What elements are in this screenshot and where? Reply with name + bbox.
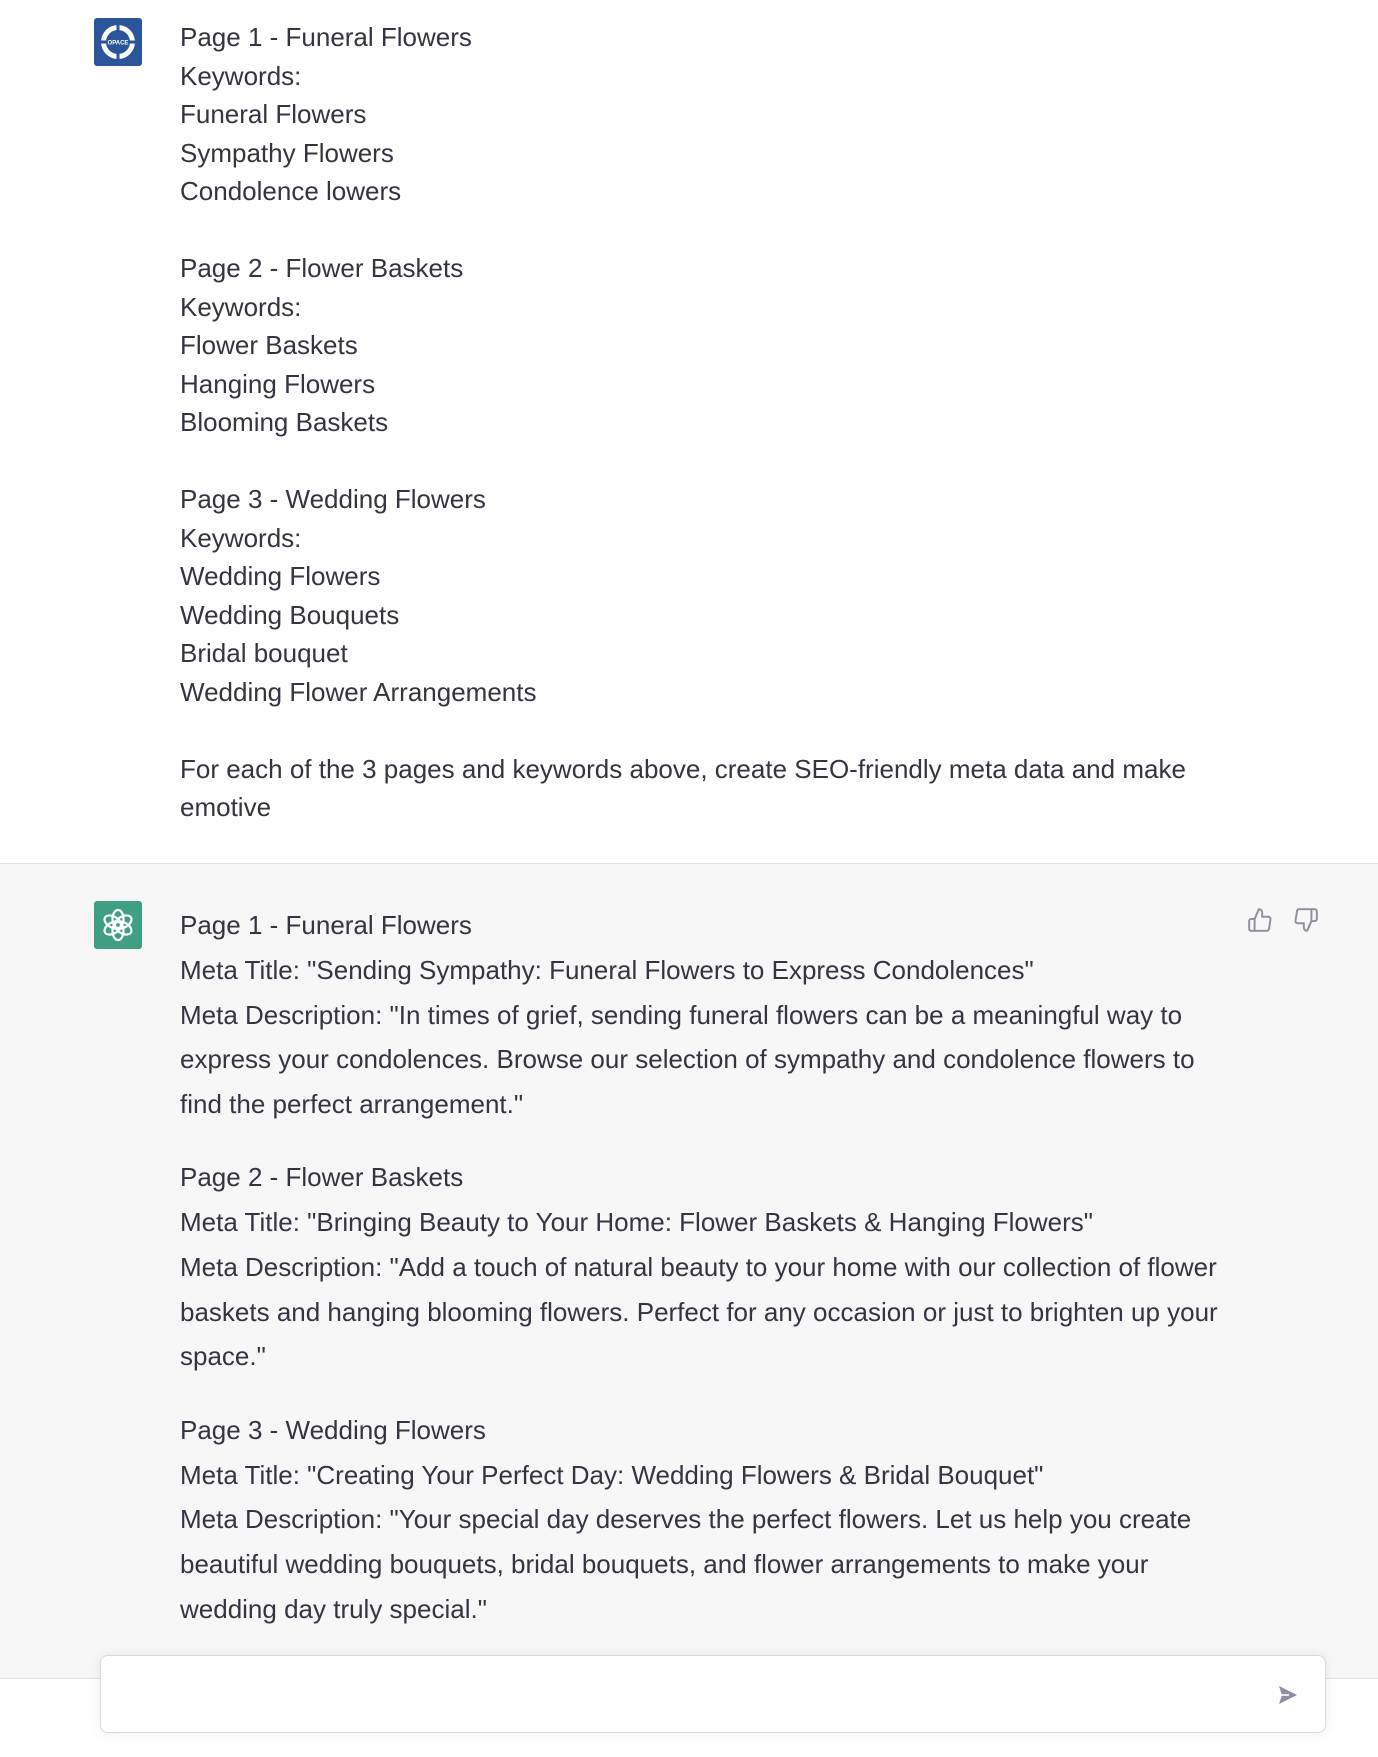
section-heading: Page 3 - Wedding Flowers <box>180 1414 486 1445</box>
send-icon <box>1276 1683 1300 1707</box>
message-line: Keywords: <box>180 522 302 553</box>
assistant-avatar <box>94 901 142 949</box>
message-line: Page 2 - Flower Baskets <box>180 253 464 283</box>
thumbs-up-icon[interactable] <box>1246 906 1274 934</box>
message-line: Page 3 - Wedding Flowers <box>180 484 486 514</box>
message-line: For each of the 3 pages and keywords above, create SEO-friendly meta data and make emotive <box>180 753 1194 822</box>
thumbs-down-icon[interactable] <box>1292 906 1320 934</box>
message-line: Sympathy Flowers <box>180 137 394 168</box>
meta-description: Meta Description: "In times of grief, sending funeral flowers can be a meaningful way to express your condolences. Browse our selection of sympathy and condolence flowers to find the perfect arrangement." <box>180 999 1195 1119</box>
user-avatar <box>94 18 142 66</box>
blank-line <box>180 711 1230 750</box>
message-line: Bridal bouquet <box>180 638 348 668</box>
section-heading: Page 1 - Funeral Flowers <box>180 910 472 940</box>
message-line: Hanging Flowers <box>180 368 376 399</box>
message-line: Flower Baskets <box>180 330 358 360</box>
message-line: Blooming Baskets <box>180 407 389 437</box>
response-section <box>180 906 1230 1126</box>
message-line: Page 1 - Funeral Flowers <box>180 22 472 52</box>
message-input[interactable] <box>121 1678 1255 1718</box>
assistant-message-text <box>180 906 1230 1631</box>
blank-line <box>180 211 1230 250</box>
response-section <box>180 1411 1230 1631</box>
section-heading: Page 2 - Flower Baskets <box>180 1162 464 1193</box>
blank-line <box>180 442 1230 481</box>
openai-logo-icon <box>101 908 135 942</box>
response-section <box>180 1158 1230 1378</box>
message-line: Wedding Bouquets <box>180 599 400 630</box>
message-line: Wedding Flowers <box>180 561 381 591</box>
message-line: Funeral Flowers <box>180 99 367 129</box>
meta-title: Meta Title: "Sending Sympathy: Funeral Flowers to Express Condolences" <box>180 955 1034 985</box>
message-line: Wedding Flower Arrangements <box>180 676 537 707</box>
assistant-message <box>0 864 1378 1704</box>
meta-description: Meta Description: "Add a touch of natural beauty to your home with our collection of flower baskets and hanging blooming flowers. Perfect for any occasion or just to brighten up your space." <box>180 1251 1218 1372</box>
message-line: Keywords: <box>180 291 302 322</box>
send-button[interactable] <box>1271 1678 1305 1712</box>
user-message <box>0 0 1378 864</box>
message-line: Keywords: <box>180 60 302 91</box>
user-message-text <box>180 18 1230 827</box>
meta-title: Meta Title: "Bringing Beauty to Your Home: Flower Baskets & Hanging Flowers" <box>180 1207 1093 1238</box>
meta-description: Meta Description: "Your special day deserves the perfect flowers. Let us help you create beautiful wedding bouquets, bridal bouquets, and flower arrangements to make your wedding day truly special." <box>180 1504 1192 1624</box>
meta-title: Meta Title: "Creating Your Perfect Day: Wedding Flowers & Bridal Bouquet" <box>180 1459 1044 1490</box>
message-composer <box>100 1655 1326 1733</box>
feedback-buttons <box>1246 906 1320 934</box>
message-line: Condolence lowers <box>180 176 402 206</box>
avatar-label: OPACE <box>107 40 129 47</box>
opace-logo-icon <box>94 18 142 66</box>
